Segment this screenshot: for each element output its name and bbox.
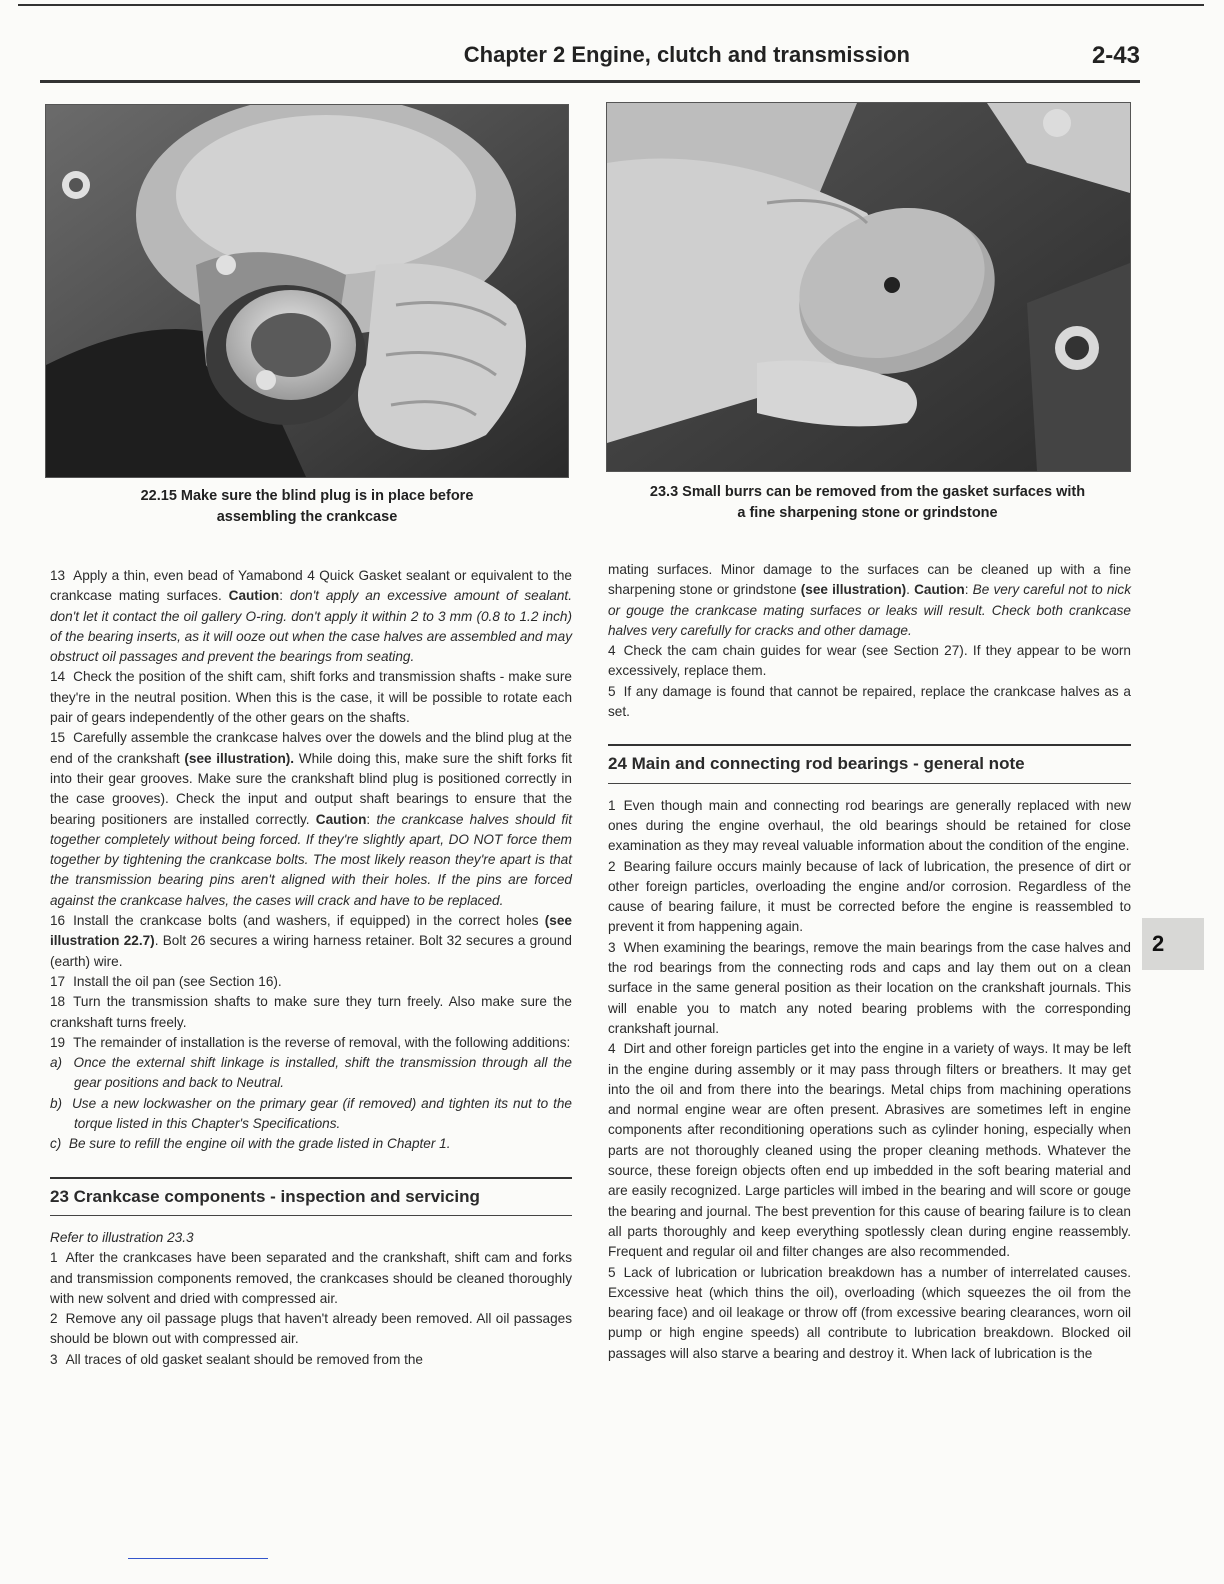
sub-item-label: a)	[50, 1055, 63, 1071]
caution-text: Be very careful not to nick or gouge the crankcase mating surfaces or leaks will result. Check both crankcase halves very carefully for cracks and other damage.	[608, 582, 1132, 638]
paragraph-number: 5	[608, 683, 616, 699]
photo-sharpening-stone	[606, 102, 1131, 472]
paragraph-number: 13	[50, 568, 66, 583]
caption-line: a fine sharpening stone or grindstone	[737, 505, 998, 521]
paragraph-number: 18	[50, 994, 66, 1010]
caution-label: Caution	[228, 588, 280, 604]
right-column	[608, 560, 1131, 1364]
paragraph-text: All traces of old gasket sealant should be removed from the	[65, 1351, 423, 1367]
paragraph-number: 4	[608, 1041, 616, 1057]
figure-caption-23-3	[606, 482, 1129, 524]
sub-item-text: Once the external shift linkage is installed, shift the transmission through all the gear positions and back to Neutral.	[73, 1055, 572, 1091]
footer-line	[128, 1558, 268, 1559]
sub-item-c	[50, 1134, 572, 1154]
paragraph-16	[50, 911, 572, 972]
paragraph-text: . Bolt 26 secures a wiring harness retainer. Bolt 32 secures a ground (earth) wire.	[50, 933, 572, 969]
paragraph-number: 14	[50, 669, 66, 685]
paragraph-number: 3	[50, 1351, 58, 1367]
section-24-paragraph-5	[608, 1263, 1131, 1364]
paragraph-number: 3	[608, 939, 616, 955]
paragraph-text: Dirt and other foreign particles get into the engine in a variety of ways. It may be left in the engine during assembly or it may pass through filters or breathers. It may get into the oil and from there into the bearings. Metal chips from machining operations and normal engine wear are often present. Abrasives are sometimes left in engine components after reconditioning operations such as cylinder honing, especially when parts are not thoroughly cleaned using the proper cleaning methods. Whatever the source, these foreign objects often end up imbedded in the soft bearing material and are easily recognized. Large particles will imbed in the bearing and will score or gouge the bearing and journal. The best prevention for this cause of bearing failure is to clean all parts thoroughly and keep everything spotlessly clean during engine reassembly. Frequent and regular oil and filter changes are also recommended.	[608, 1041, 1131, 1260]
top-border	[18, 4, 1204, 6]
paragraph-number: 1	[50, 1250, 58, 1266]
chapter-tab: 2	[1142, 918, 1204, 970]
paragraph-19	[50, 1033, 572, 1053]
paragraph-text: Check the cam chain guides for wear (see Section 27). If they appear to be worn excessively, replace them.	[608, 643, 1131, 679]
paragraph-text: The remainder of installation is the reverse of removal, with the following additions:	[73, 1034, 571, 1050]
paragraph-13: 13 Apply a thin, even bead of Yamabond 4 Quick Gasket sealant or equivalent to the crankcase mating surfaces. Caution: don't apply an excessive amount of sealant. don't let it contact the oil gallery O-ring. don't apply it within 2 to 3 mm (0.8 to 1.2 inch) of the bearing inserts, as it will ooze out when the case halves are assembled and may obstruct oil passages and prevent the bearings from seating.	[50, 568, 572, 665]
caution-text: the crankcase halves should fit together completely without being forced. If they're slightly apart, DO NOT force them together by tightening the crankcase bolts. The most likely reason they're apart is that the transmission bearing pins aren't aligned with their holes. If the pins are forced against the crankcase halves, the cases will crack and have to be replaced.	[50, 811, 573, 908]
paragraph-text: After the crankcases have been separated and the crankshaft, shift cam and forks and transmission components removed, the crankcases should be cleaned thoroughly with new solvent and dried with compressed air.	[50, 1250, 572, 1306]
caption-line: 22.15 Make sure the blind plug is in place before	[140, 488, 474, 504]
paragraph-text: Install the crankcase bolts (and washers, if equipped) in the correct holes	[73, 913, 539, 929]
page-header	[40, 42, 1140, 78]
paragraph-17	[50, 972, 572, 992]
paragraph-number: 17	[50, 973, 66, 989]
caution-label: Caution	[914, 582, 965, 598]
paragraph-number: 4	[608, 643, 616, 659]
paragraph-text: Check the position of the shift cam, shift forks and transmission shafts - make sure they're in the neutral position. When this is the case, it will be possible to rotate each pair of gears independently of the other gears on the shafts.	[50, 669, 572, 726]
section-24-paragraph-1	[608, 796, 1131, 857]
illustration-ref: (see illustration)	[800, 582, 907, 598]
paragraph-text: Turn the transmission shafts to make sure they turn freely. Also make sure the crankshaft turns freely.	[50, 994, 572, 1030]
paragraph-text: Lack of lubrication or lubrication breakdown has a number of interrelated causes. Excessive heat (which thins the oil), overloading (which squeezes the oil from the bearing face) and oil leakage or throw off (from excessive bearing clearances, worn oil pump or high engine speeds) all contribute to lubrication breakdown. Blocked oil passages will also starve a bearing and destroy it. When lack of lubrication is the	[608, 1264, 1131, 1361]
paragraph-15: 15 Carefully assemble the crankcase halves over the dowels and the blind plug at the end of the crankshaft (see illustration). While doing this, make sure the shift forks fit into their gear grooves. Make sure the crankshaft blind plug is positioned correctly in the case grooves). Check the input and output shaft bearings to ensure that the bearing positioners are installed correctly. Caution: the crankcase halves should fit together completely without being forced. If they're slightly apart, DO NOT force them together by tightening the crankcase bolts. The most likely reason they're apart is that the transmission bearing pins aren't aligned with their holes. If the pins are forced against the crankcase halves, the cases will crack and have to be replaced.	[50, 730, 573, 908]
sub-item-a	[50, 1053, 572, 1094]
section-rule	[608, 783, 1131, 784]
sub-item-b	[50, 1094, 572, 1135]
section-24-title: 24 Main and connecting rod bearings - general note	[608, 754, 1025, 774]
paragraph-number: 1	[608, 797, 616, 813]
paragraph-text: When examining the bearings, remove the main bearings from the case halves and the rod bearings from the connecting rods and caps and lay them out on a clean surface in the same general position as their location on the crankshaft journals. This will enable you to match any noted bearing problems with the corresponding crankshaft journal.	[608, 939, 1131, 1036]
caption-line: assembling the crankcase	[216, 509, 398, 525]
paragraph-18	[50, 992, 572, 1033]
paragraph-number: 5	[608, 1264, 616, 1280]
figure-caption-22-15	[100, 486, 514, 528]
paragraph-text: If any damage is found that cannot be repaired, replace the crankcase halves as a set.	[608, 683, 1131, 720]
section-23-title: 23 Crankcase components - inspection and servicing	[50, 1186, 480, 1206]
section-24-paragraph-4	[608, 1039, 1131, 1262]
continued-paragraph: mating surfaces. Minor damage to the surfaces can be cleaned up with a fine sharpening stone or grindstone (see illustration). Caution: Be very careful not to nick or gouge the crankcase mating surfaces or leaks will result. Check both crankcase halves very carefully for cracks and other damage.	[608, 562, 1132, 638]
paragraph-number: 2	[608, 858, 616, 874]
sub-item-text: Be sure to refill the engine oil with the grade listed in Chapter 1.	[68, 1136, 451, 1152]
section-23-paragraph-3	[50, 1350, 572, 1370]
paragraph-text: Apply a thin, even bead of Yamabond 4 Quick Gasket sealant or equivalent to the crankcase mating surfaces.	[50, 568, 572, 604]
paragraph-14	[50, 667, 572, 728]
photo-blind-plug	[45, 104, 569, 478]
paragraph-number: 19	[50, 1034, 66, 1050]
left-column	[50, 566, 572, 1370]
caution-label: Caution	[315, 811, 367, 827]
illustration-reference: Refer to illustration 23.3	[50, 1229, 194, 1245]
chapter-title: Chapter 2 Engine, clutch and transmission	[463, 42, 910, 67]
paragraph-text: Bearing failure occurs mainly because of lack of lubrication, the presence of dirt or other foreign particles, overloading the engine and/or corrosion. Regardless of the cause of bearing failure, it must be corrected before the engine is reassembled to prevent it from happening again.	[608, 858, 1131, 935]
sub-item-label: b)	[50, 1095, 63, 1111]
paragraph-text: Install the oil pan (see Section 16).	[73, 973, 282, 989]
paragraph-text: While doing this, make sure the shift forks fit into their gear grooves. Make sure the crankshaft blind plug is positioned correctly in the case grooves). Check the input and output shaft bearings to ensure that the bearing positioners are installed correctly.	[50, 750, 572, 827]
paragraph-text: Carefully assemble the crankcase halves over the dowels and the blind plug at the end of the crankshaft	[50, 730, 572, 766]
illustration-ref: (see illustration).	[184, 750, 295, 766]
paragraph-text: Even though main and connecting rod bearings are generally replaced with new ones during the engine overhaul, the old bearings should be retained for close examination as they may reveal valuable information about the condition of the engine.	[608, 797, 1131, 854]
caption-line: 23.3 Small burrs can be removed from the gasket surfaces with	[649, 484, 1086, 500]
paragraph-text: Remove any oil passage plugs that haven't already been removed. All oil passages should be blown out with compressed air.	[50, 1311, 572, 1347]
paragraph-5	[608, 682, 1131, 723]
paragraph-4	[608, 641, 1131, 682]
section-rule	[50, 1215, 572, 1216]
caution-text: don't apply an excessive amount of sealant. don't let it contact the oil gallery O-ring. don't apply it within 2 to 3 mm (0.8 to 1.2 inch) of the bearing inserts, as it will ooze out when the case halves are assembled and may obstruct oil passages and prevent the bearings from seating.	[50, 588, 572, 665]
section-23-paragraph-2	[50, 1309, 572, 1350]
paragraph-number: 16	[50, 913, 66, 929]
header-rule	[40, 80, 1140, 83]
page-number: 2-43	[1091, 42, 1140, 69]
section-24-paragraph-3	[608, 938, 1131, 1039]
paragraph-text: mating surfaces. Minor damage to the surfaces can be cleaned up with a fine sharpening stone or grindstone	[608, 562, 1131, 598]
paragraph-text: .	[906, 582, 910, 598]
section-23-paragraph-1	[50, 1248, 572, 1309]
paragraph-number: 2	[50, 1311, 58, 1327]
illustration-ref: (see illustration 22.7)	[50, 913, 572, 949]
sub-item-text: Use a new lockwasher on the primary gear (if removed) and tighten its nut to the torque listed in this Chapter's Specifications.	[71, 1095, 572, 1132]
paragraph-number: 15	[50, 730, 66, 746]
sub-item-label: c)	[50, 1136, 62, 1152]
section-24-paragraph-2	[608, 857, 1131, 938]
